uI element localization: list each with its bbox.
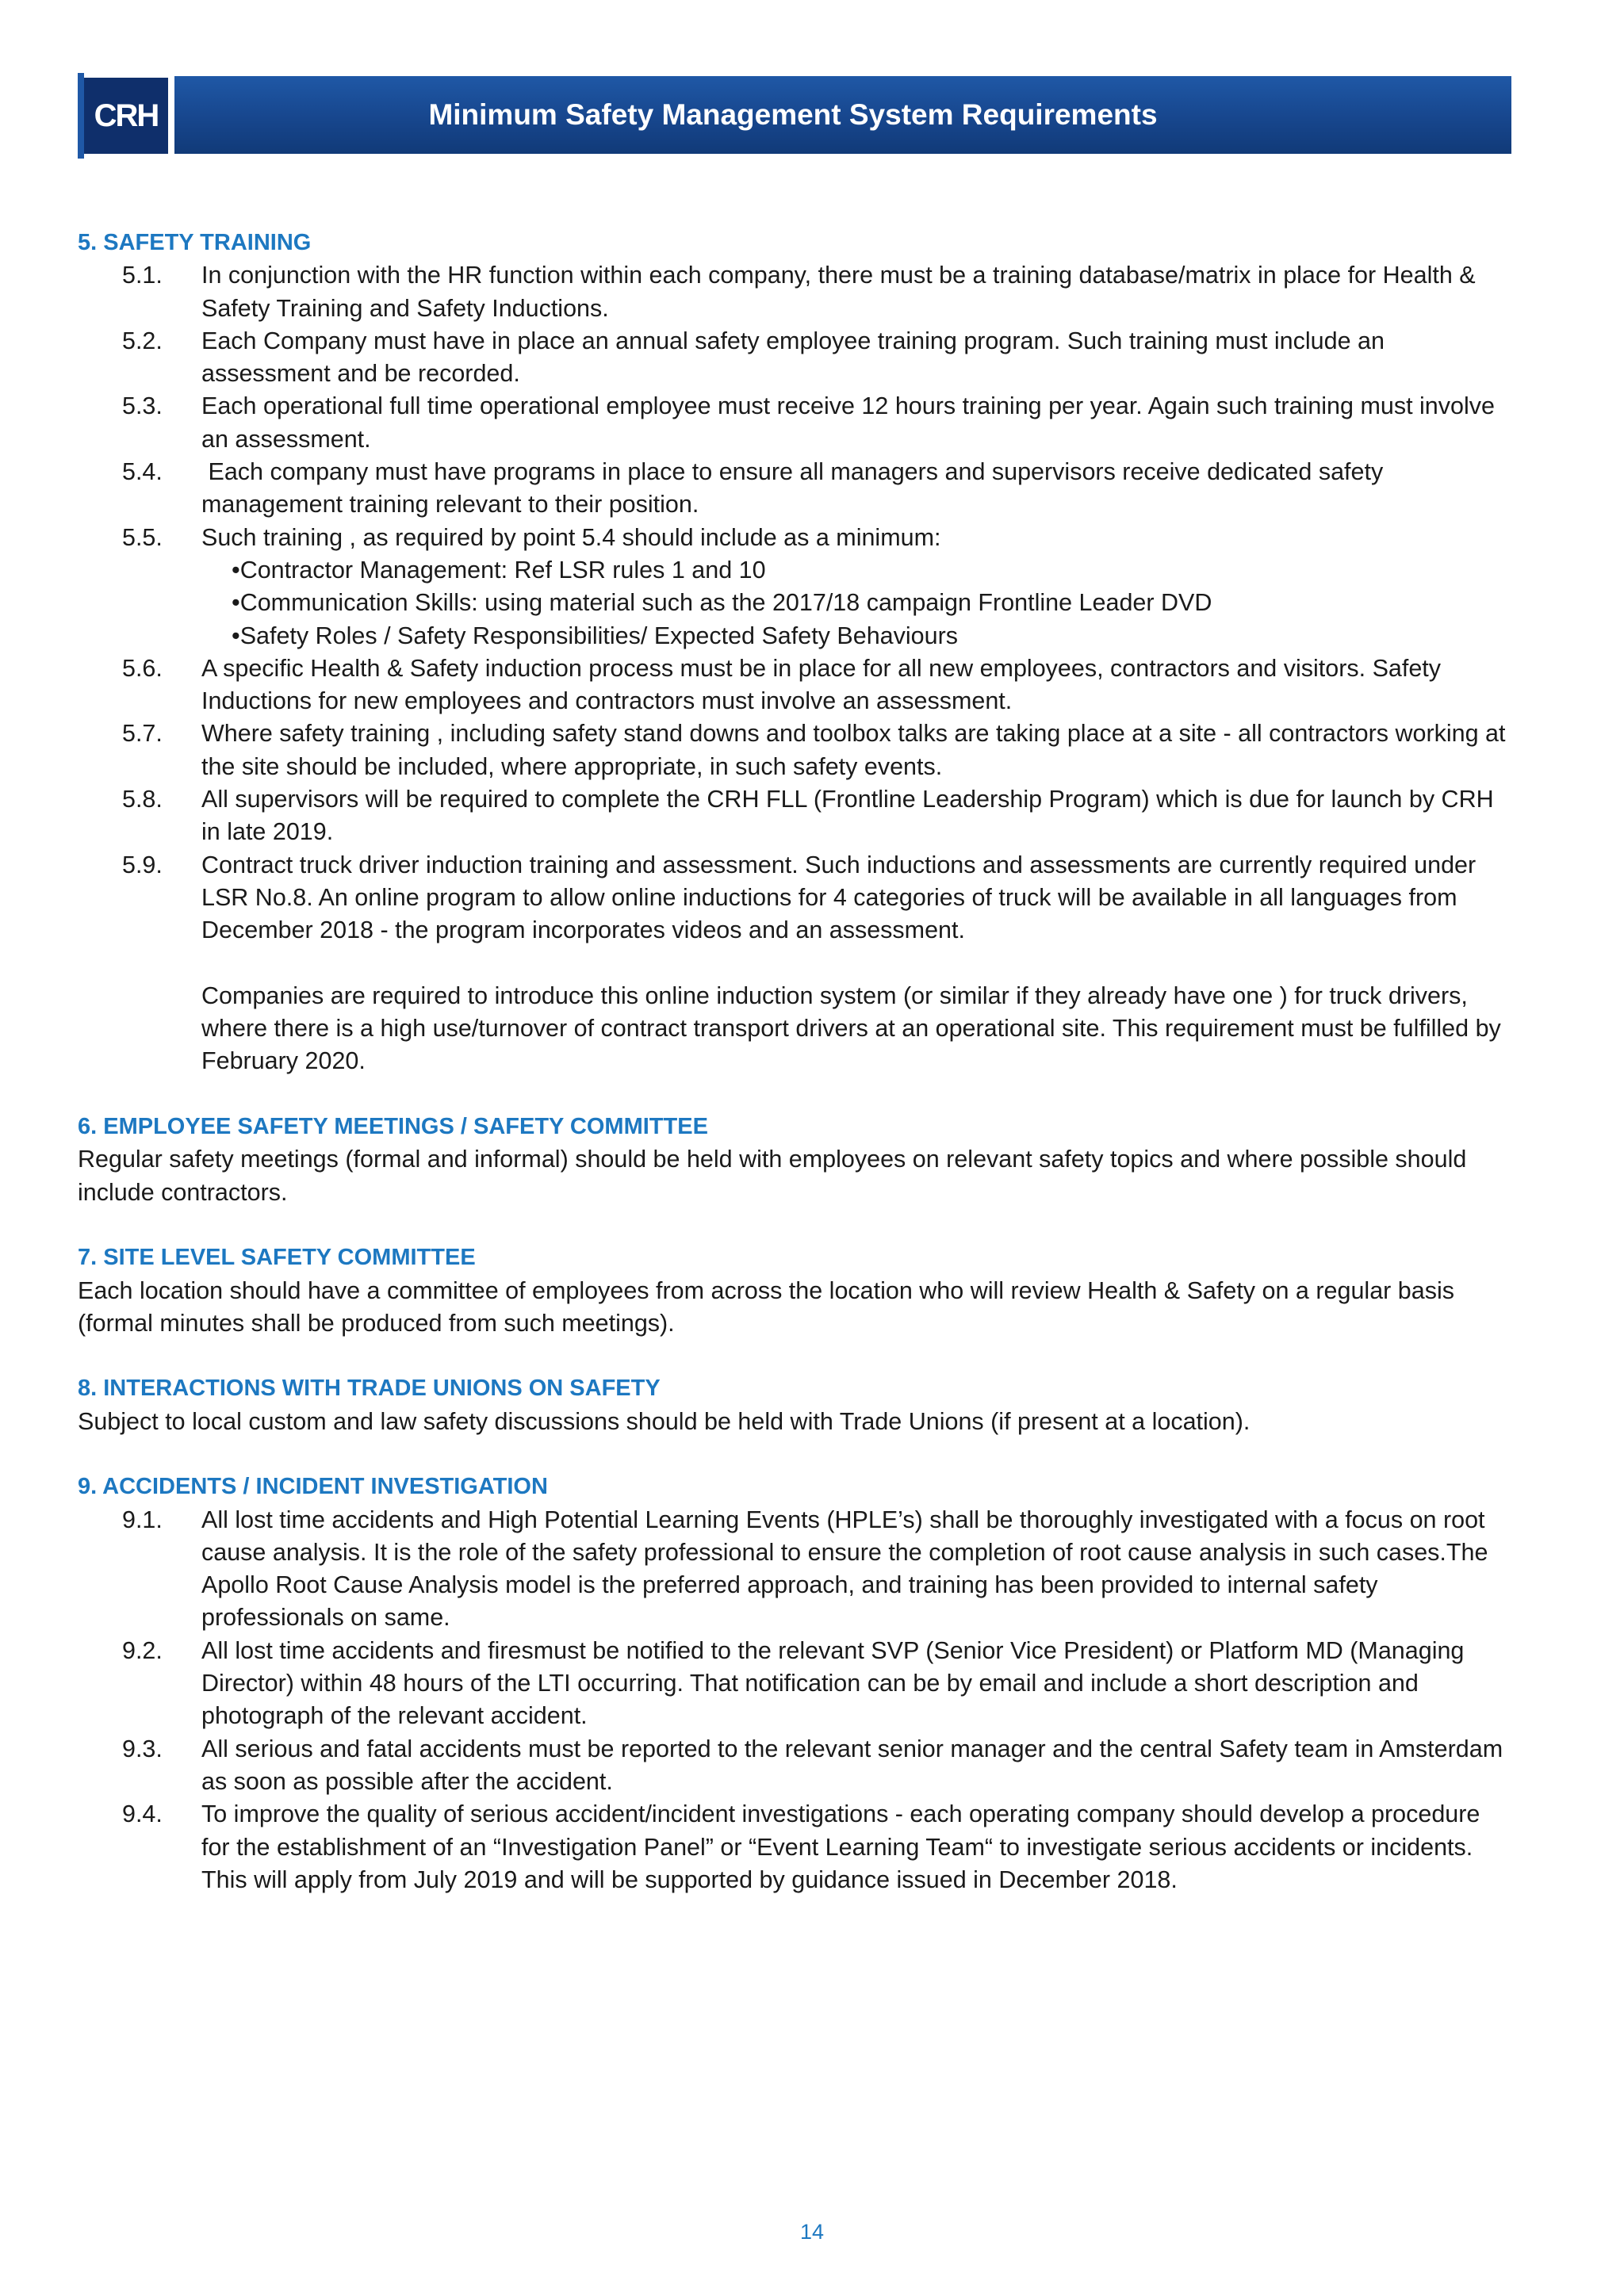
list-item <box>78 1504 1513 1635</box>
bullet-item: • Safety Roles / Safety Responsibilities/ Expected Safety Behaviours <box>78 620 1513 652</box>
item-text: Each company must have programs in place to ensure all managers and supervisors receive dedicated safety management training relevant to their position. <box>201 458 1390 519</box>
list-item <box>78 849 1513 947</box>
section-heading-employee-meetings: 6. EMPLOYEE SAFETY MEETINGS / SAFETY COMMITTEE <box>78 1114 708 1140</box>
list-item <box>78 325 1513 391</box>
item-text: All lost time accidents and High Potential Learning Events (HPLE’s) shall be thoroughly investigated with a focus on root cause analysis. It is the role of the safety professional to ensure the completion of root cause analysis in such cases.The Apollo Root Cause Analysis model is the preferred approach, and training has been provided to internal safety professionals on same. <box>201 1506 1488 1632</box>
item-text: A specific Health & Safety induction process must be in place for all new employees, contractors and visitors. Safety Inductions for new employees and contractors must involve an assessment. <box>201 654 1442 715</box>
item-number: 5.6. <box>122 654 163 682</box>
crh-logo <box>78 73 174 159</box>
section-body: Regular safety meetings (formal and informal) should be held with employees on relevant safety topics and where possible should include contractors. <box>78 1146 1467 1206</box>
list-item <box>78 783 1513 849</box>
item-number: 9.2. <box>122 1636 163 1664</box>
item-text: In conjunction with the HR function within each company, there must be a training database/matrix in place for Health & Safety Training and Safety Inductions. <box>201 262 1476 322</box>
section-body: Subject to local custom and law safety discussions should be held with Trade Unions (if present at a location). <box>78 1407 1251 1435</box>
item-number: 5.2. <box>122 327 163 354</box>
item-text: To improve the quality of serious accident/incident investigations - each operating company should develop a procedure for the establishment of an “Investigation Panel” or “Event Learning Team“ to investigate serious accidents or incidents. This will apply from July 2019 and will be supported by guidance issued in December 2018. <box>201 1800 1480 1893</box>
item-number: 5.9. <box>122 851 163 878</box>
item-text: Each operational full time operational employee must receive 12 hours training per year. Again such training must involve an assessment. <box>201 392 1495 453</box>
bullet-item: • Contractor Management: Ref LSR rules 1 and 10 <box>78 554 1513 587</box>
list-item <box>78 259 1513 325</box>
logo-text: CRH <box>84 78 168 154</box>
bullet-item: • Communication Skills: using material such as the 2017/18 campaign Frontline Leader DVD <box>78 587 1513 619</box>
item-text: All supervisors will be required to complete the CRH FLL (Frontline Leadership Program) which is due for launch by CRH in late 2019. <box>201 786 1507 846</box>
page-title: Minimum Safety Management System Requirements <box>428 98 1158 131</box>
list-item <box>78 456 1513 522</box>
item-text: Contract truck driver induction training and assessment. Such inductions and assessments are currently required under LSR No.8. An online program to allow online inductions for 4 categories of truck will be available in all languages from December 2018 - the program incorporates videos and an assessment. <box>201 851 1477 944</box>
list-item <box>78 1733 1513 1799</box>
logo-stripe <box>78 73 84 159</box>
document-body <box>78 227 1513 1896</box>
item-text: All serious and fatal accidents must be reported to the relevant senior manager and the central Safety team in Amsterdam as soon as possible after the accident. <box>201 1735 1503 1795</box>
section-body: Each location should have a committee of employees from across the location who will review Health & Safety on a regular basis (formal minutes shall be produced from such meetings). <box>78 1276 1454 1337</box>
item-number: 5.5. <box>122 523 163 551</box>
item-number: 5.8. <box>122 786 163 813</box>
item-number: 5.7. <box>122 720 163 748</box>
list-item <box>78 652 1513 718</box>
item-number: 9.4. <box>122 1800 163 1828</box>
list-item <box>78 522 1513 554</box>
section-heading-accidents: 9. ACCIDENTS / INCIDENT INVESTIGATION <box>78 1474 548 1500</box>
item-number: 5.4. <box>122 458 163 486</box>
section-heading-safety-training: 5. SAFETY TRAINING <box>78 230 312 255</box>
list-item <box>78 390 1513 456</box>
section-heading-site-committee: 7. SITE LEVEL SAFETY COMMITTEE <box>78 1245 476 1271</box>
continuation-paragraph: Companies are required to introduce this online induction system (or similar if they already have one ) for truck drivers, where there is a high use/turnover of contract transport drivers at an operational site. This requirement must be fulfilled by February 2020. <box>201 982 1501 1075</box>
list-item <box>78 718 1513 783</box>
item-text: Where safety training , including safety stand downs and toolbox talks are taking place at a site - all contractors working at the site should be included, where appropriate, in such safety events. <box>201 720 1506 780</box>
list-item <box>78 1635 1513 1733</box>
item-number: 5.3. <box>122 392 163 420</box>
item-number: 9.1. <box>122 1506 163 1533</box>
page-number: 14 <box>799 2220 825 2244</box>
list-item <box>78 1798 1513 1896</box>
item-text: All lost time accidents and firesmust be notified to the relevant SVP (Senior Vice President) or Platform MD (Managing Director) within 48 hours of the LTI occurring. That notification can be by email and include a short description and photograph of the relevant accident. <box>201 1636 1465 1730</box>
item-text: Such training , as required by point 5.4 should include as a minimum: <box>201 523 941 551</box>
item-number: 9.3. <box>122 1735 163 1762</box>
item-number: 5.1. <box>122 262 163 289</box>
item-text: Each Company must have in place an annual safety employee training program. Such training must include an assessment and be recorded. <box>201 327 1385 388</box>
section-heading-trade-unions: 8. INTERACTIONS WITH TRADE UNIONS ON SAFETY <box>78 1376 661 1402</box>
